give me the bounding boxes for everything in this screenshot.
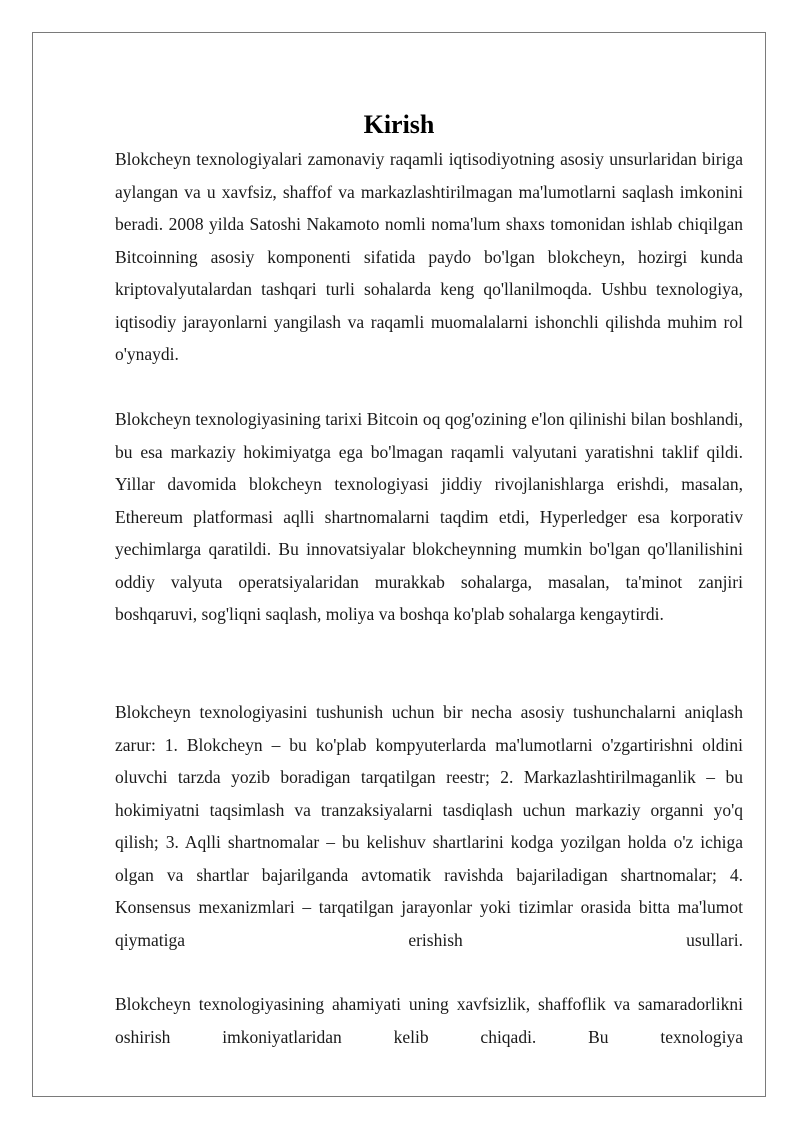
- paragraph-history: Blokcheyn texnologiyasining tarixi Bitcoin oq qog'ozining e'lon qilinishi bilan boshlandi, bu esa markaziy hokimiyatga ega bo'lmagan raqamli valyutani yaratishni taklif qildi. Yillar davomida blokcheyn texnologiyasi jiddiy rivojlanishlarga erishdi, masalan, Ethereum platformasi aqlli shartnomalarni taqdim etdi, Hyperledger esa korporativ yechimlarga qaratildi. Bu innovatsiyalar blokcheynning mumkin bo'lgan qo'llanilishini oddiy valyuta operatsiyalaridan murakkab sohalarga, masalan, ta'minot zanjiri boshqaruvi, sog'liqni saqlash, moliya va boshqa ko'plab sohalarga kengaytirdi.: [115, 409, 743, 624]
- page: [32, 32, 766, 1097]
- paragraph-concepts: Blokcheyn texnologiyasini tushunish uchun bir necha asosiy tushunchalarni aniqlash zarur: 1. Blokcheyn – bu ko'plab kompyuterlarda ma'lumotlarni o'zgartirishni oldini oluvchi tarzda yozib boradigan tarqatilgan reestr; 2. Markazlashtirilmaganlik – bu hokimiyatni taqsimlash va tranzaksiyalarni tasdiqlash uchun markaziy organni yo'q qilish; 3. Aqlli shartnomalar – bu kelishuv shartlarini kodga yozilgan holda o'z ichiga olgan va shartlar bajarilganda avtomatik ravishda bajariladigan shartnomalar; 4. Konsensus mexanizmlari – tarqatilgan jarayonlar yoki tizimlar orasida bitta ma'lumot qiymatiga erishish usullari.: [115, 702, 743, 950]
- paragraph-intro: Blokcheyn texnologiyalari zamonaviy raqamli iqtisodiyotning asosiy unsurlaridan biriga aylangan va u xavfsiz, shaffof va markazlashtirilmagan ma'lumotlarni saqlash imkonini beradi. 2008 yilda Satoshi Nakamoto nomli noma'lum shaxs tomonidan ishlab chiqilgan Bitcoinning asosiy komponenti sifatida paydo bo'lgan blokcheyn, hozirgi kunda kriptovalyutalardan tashqari turli sohalarda keng qo'llanilmoqda. Ushbu texnologiya, iqtisodiy jarayonlarni yangilash va raqamli muomalalarni ishonchli qilishda muhim rol o'ynaydi.: [115, 149, 743, 364]
- paragraph-importance: Blokcheyn texnologiyasining ahamiyati uning xavfsizlik, shaffoflik va samaradorlikni oshirish imkoniyatlaridan kelib chiqadi. Bu texnologiya: [115, 994, 743, 1047]
- page-title: Kirish: [363, 110, 435, 139]
